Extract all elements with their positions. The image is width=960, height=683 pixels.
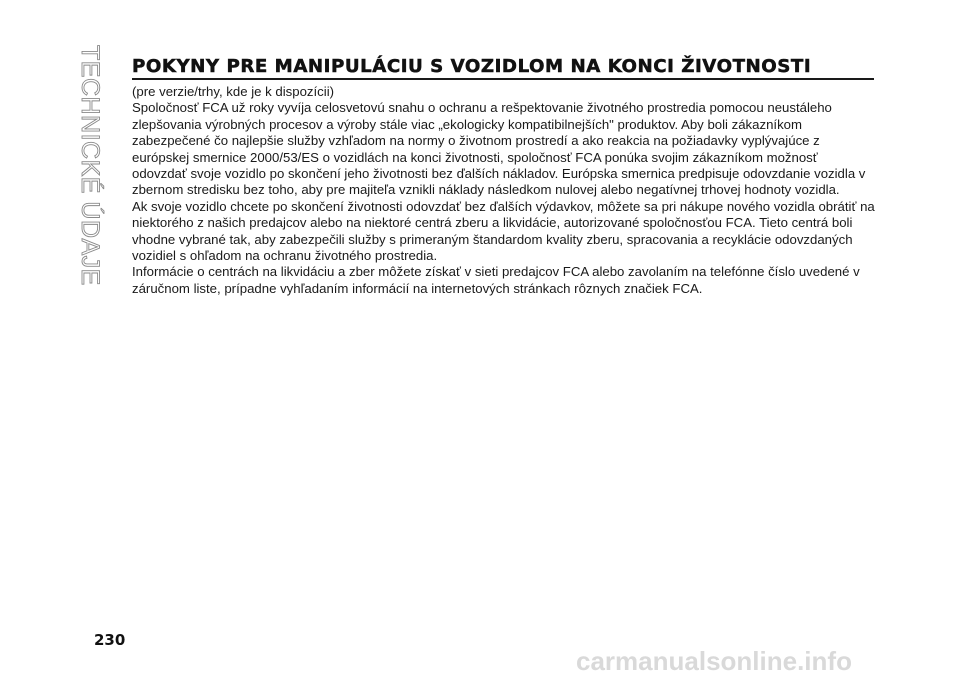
page-title: POKYNY PRE MANIPULÁCIU S VOZIDLOM NA KONCI ŽIVOTNOSTI	[132, 57, 812, 77]
section-side-label: TECHNICKÉ ÚDAJE	[76, 45, 104, 286]
page-number: 230	[94, 631, 126, 649]
watermark-text: carmanualsonline.info	[576, 646, 852, 676]
paragraph-information: Informácie o centrách na likvidáciu a zber môžete získať v sieti predajcov FCA alebo zavolaním na telefónne číslo uvedené v záručnom liste, prípadne vyhľadaním informácií na internetových stránkach rôznych značiek FCA.	[132, 264, 860, 296]
paragraph-disposal: Ak svoje vozidlo chcete po skončení životnosti odovzdať bez ďalších výdavkov, môžete sa pri nákupe nového vozidla obrátiť na niektorého z našich predajcov alebo na niektoré centrá zberu a likvidácie, autorizované spoločnosťou FCA. Tieto centrá boli vhodne vybrané tak, aby zabezpečili služby s primeraným štandardom kvality zberu, spracovania a recyklácie odovzdaných vozidiel s ohľadom na ochranu životného prostredia.	[132, 198, 875, 264]
subtitle: (pre verzie/trhy, kde je k dispozícii)	[132, 84, 335, 99]
title-underline	[132, 78, 874, 80]
paragraph-intro: Spoločnosť FCA už roky vyvíja celosvetovú snahu o ochranu a rešpektovanie životného prostredia pomocou neustáleho zlepšovania výrobných procesov a výroby stále viac „ekologicky kompatibilnejších" produktov. Aby boli zákazníkom zabezpečené čo najlepšie služby vzhľadom na normy o životnom prostredí a ako reakcia na požiadavky vyplývajúce z európskej smernice 2000/53/ES o vozidlách na konci životnosti, spoločnosť FCA ponúka svojim zákazníkom možnosť odovzdať svoje vozidlo po skončení jeho životnosti bez ďalších nákladov. Európska smernica predpisuje odovzdanie vozidla v zbernom stredisku bez toho, aby pre majiteľa vznikli náklady následkom nulovej alebo negatívnej trhovej hodnoty vozidla.	[132, 100, 866, 198]
body-text	[132, 84, 876, 297]
